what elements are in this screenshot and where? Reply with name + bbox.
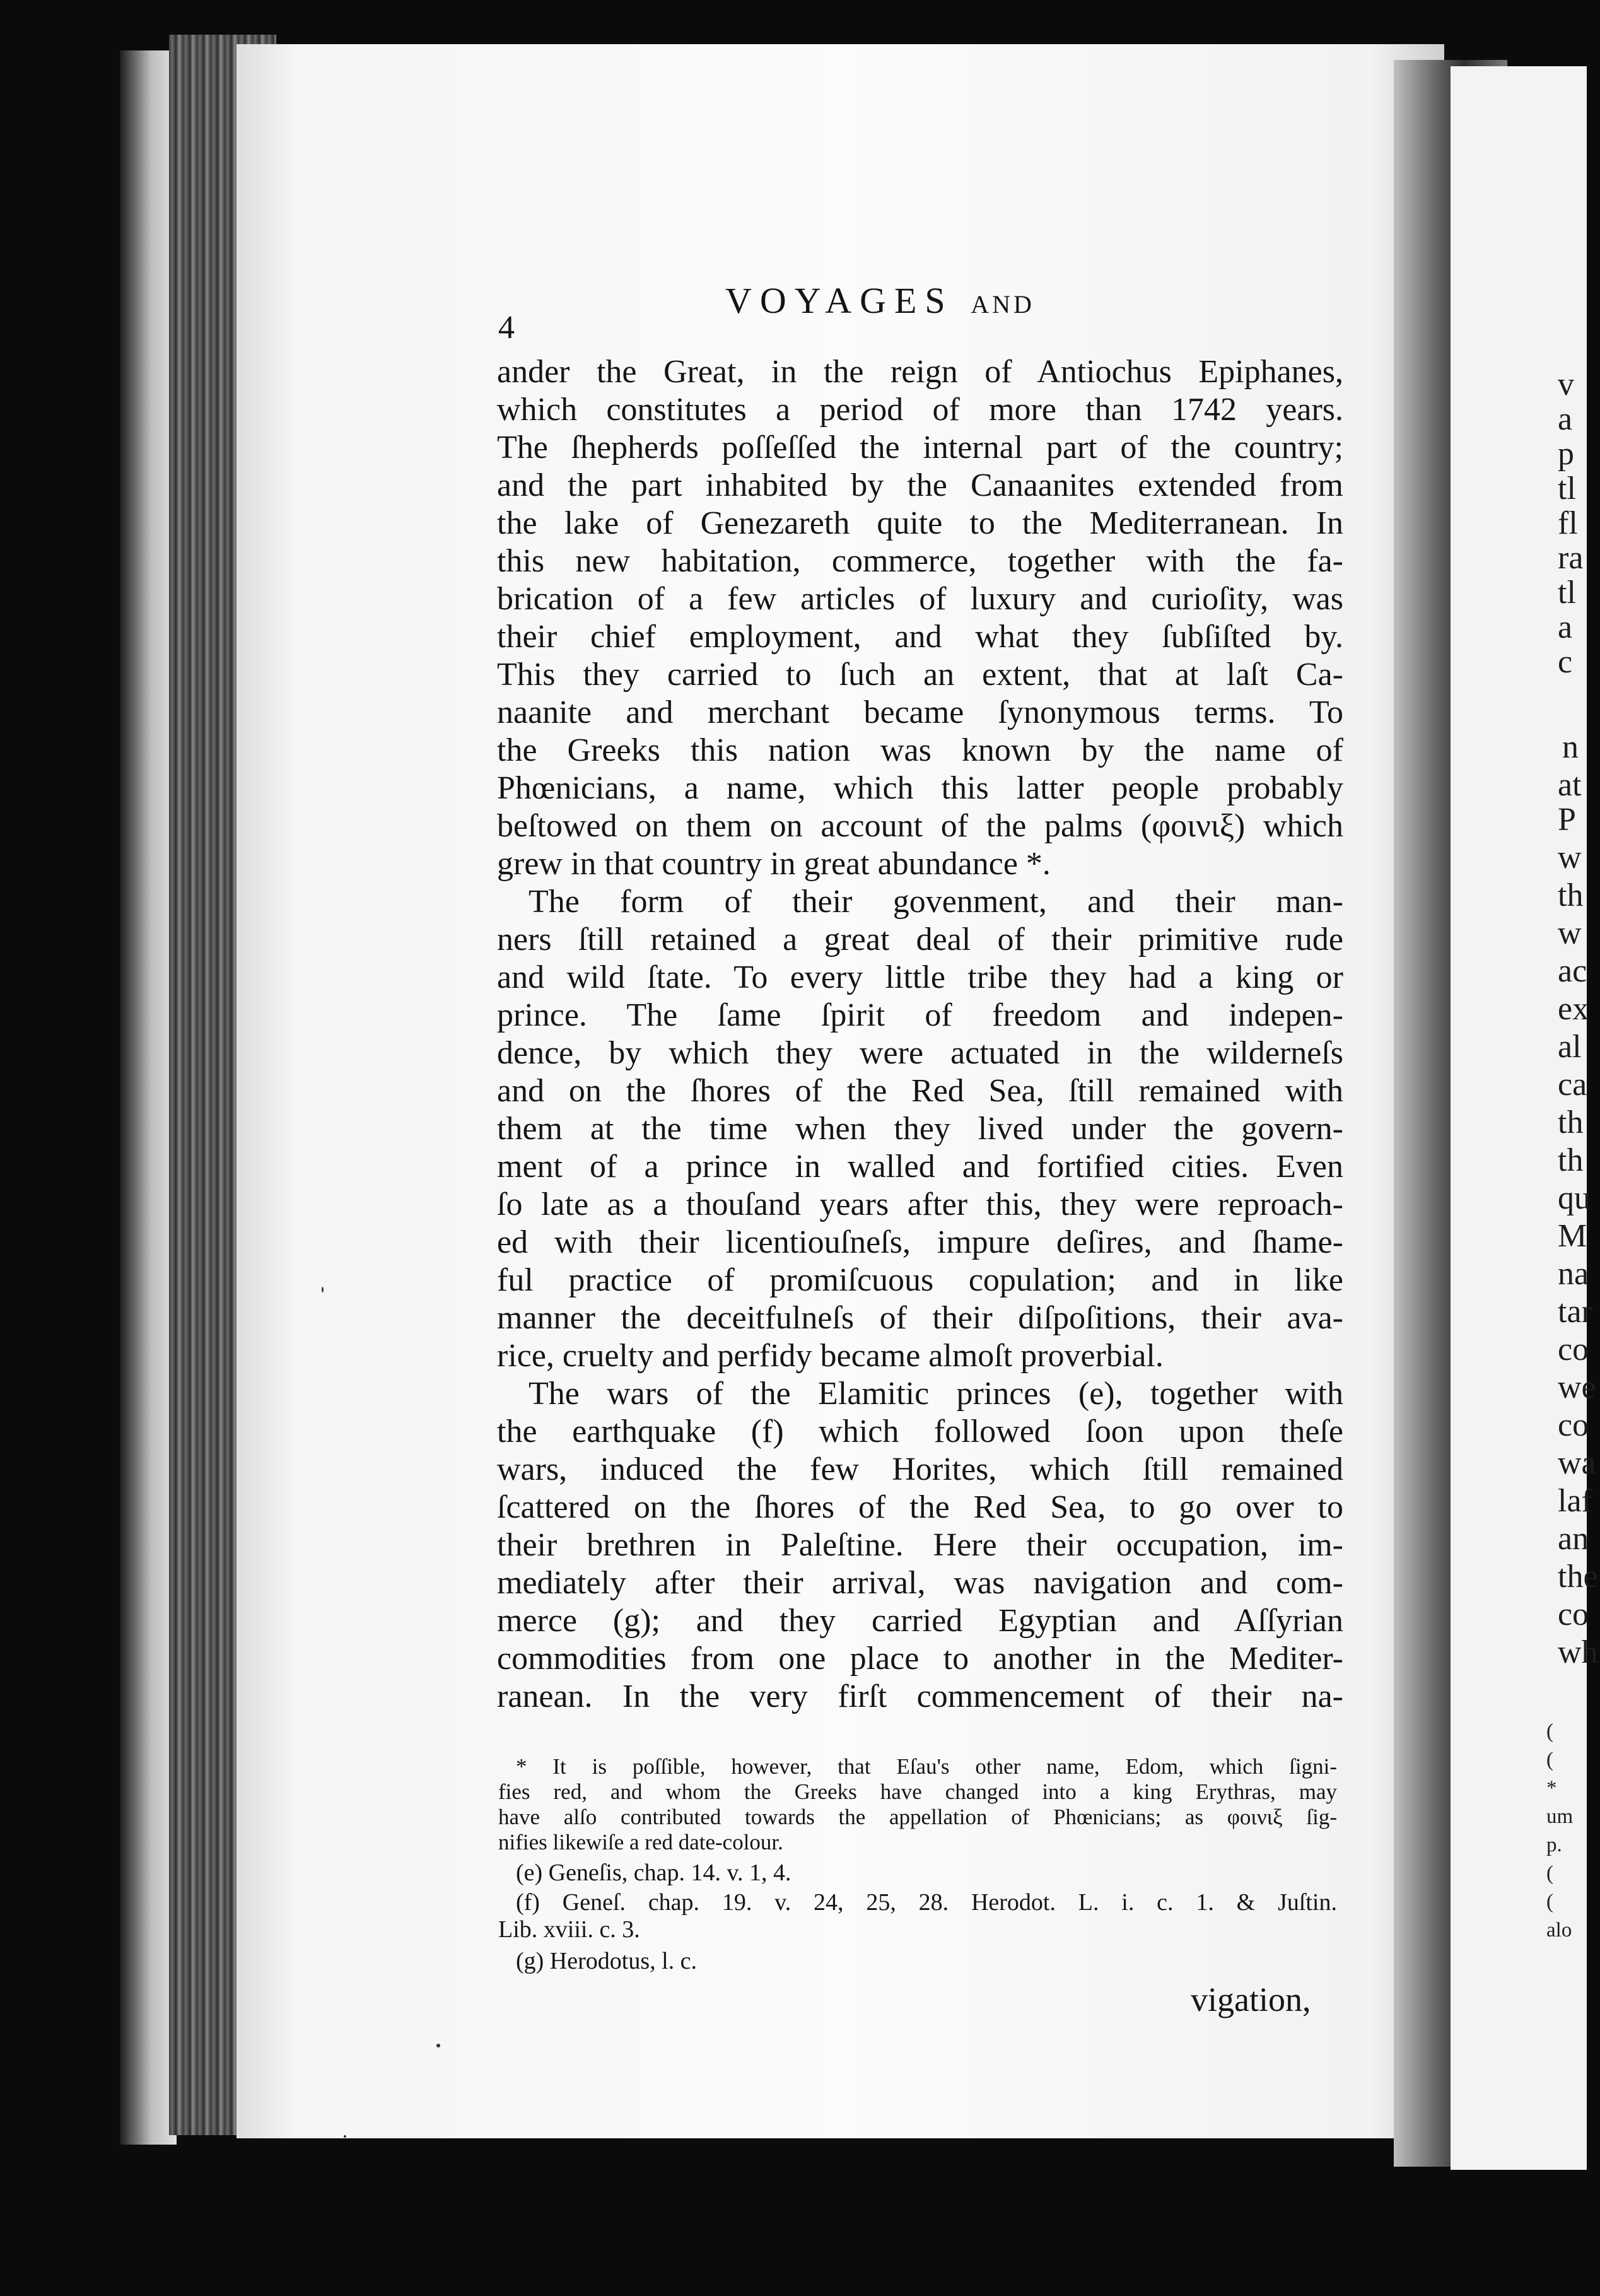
footnote-line: (e) Geneſis, chap. 14. v. 1, 4. (516, 1860, 791, 1886)
facing-page (1451, 66, 1598, 2170)
facing-line-28: co (1558, 1407, 1589, 1443)
book-fore-edge (120, 50, 177, 2145)
text-line: The wars of the Elamitic princes (e), together with (528, 1376, 1343, 1412)
text-line: mediately after their arrival, was navigation and com- (497, 1565, 1343, 1601)
facing-line-8: a (1558, 609, 1573, 645)
page-number: 4 (498, 310, 515, 346)
facing-line-31: an (1558, 1521, 1589, 1557)
facing-line-21: th (1558, 1142, 1584, 1178)
catchword: vigation, (1191, 1981, 1311, 2018)
text-line: prince. The ſame ſpirit of freedom and indepen- (497, 997, 1343, 1033)
facing-line-17: ex (1558, 991, 1589, 1027)
footnote-line: fies red, and whom the Greeks have changed into a king Erythras, may (498, 1779, 1337, 1804)
footnote-line: * It is poſſible, however, that Eſau's other name, Edom, which ſigni- (516, 1754, 1337, 1779)
text-line: ment of a prince in walled and fortified cities. Even (497, 1149, 1343, 1185)
facing-line-27: we (1558, 1369, 1596, 1405)
text-line: and wild ſtate. To every little tribe they had a king or (497, 959, 1343, 995)
facing-note-8: alo (1546, 1919, 1572, 1942)
facing-line-12: P (1558, 802, 1576, 838)
facing-note-3: * (1546, 1777, 1557, 1800)
text-line: ſcattered on the ſhores of the Red Sea, to go over to (497, 1489, 1343, 1525)
text-line: The ſhepherds poſſeſſed the internal part of the country; (497, 430, 1343, 466)
facing-line-20: th (1558, 1104, 1584, 1140)
footnote-line: nifies likewiſe a red date-colour. (498, 1830, 783, 1854)
facing-line-15: w (1558, 915, 1582, 951)
running-head-and: AND (971, 290, 1035, 319)
text-line: rice, cruelty and perfidy became almoſt proverbial. (497, 1338, 1164, 1374)
facing-line-6: ra (1558, 540, 1584, 576)
facing-line-19: ca (1558, 1067, 1587, 1103)
facing-note-7: ( (1546, 1890, 1553, 1913)
footnote-line: have alſo contributed towards the appellation of Phœnicians; as φοινιξ ſig- (498, 1805, 1337, 1829)
facing-line-30: laf (1558, 1483, 1592, 1519)
text-line: the Greeks this nation was known by the name of (497, 732, 1343, 768)
footnote-line: Lib. xviii. c. 3. (498, 1916, 640, 1943)
facing-line-33: co (1558, 1596, 1589, 1632)
facing-line-26: co (1558, 1332, 1589, 1368)
text-line: brication of a few articles of luxury and curioſity, was (497, 581, 1343, 617)
facing-line-23: M (1558, 1218, 1587, 1254)
facing-line-22: qu (1558, 1180, 1591, 1216)
facing-note-2: ( (1546, 1748, 1553, 1771)
text-line: ed with their licentiouſneſs, impure deſires, and ſhame- (497, 1224, 1343, 1260)
text-line: Phœnicians, a name, which this latter people probably (497, 770, 1343, 806)
text-line: manner the deceitfulneſs of their diſpoſitions, their ava- (497, 1300, 1343, 1336)
text-line: the lake of Genezareth quite to the Mediterranean. In (497, 505, 1343, 541)
facing-line-9: c (1558, 644, 1573, 680)
facing-line-14: th (1558, 877, 1584, 913)
text-line: commodities from one place to another in the Mediter- (497, 1641, 1343, 1677)
facing-line-2: a (1558, 401, 1573, 437)
facing-note-4: um (1546, 1805, 1574, 1828)
text-line: beſtowed on them on account of the palms (φοινιξ) which (497, 808, 1343, 844)
facing-note-6: ( (1546, 1862, 1553, 1885)
facing-line-18: al (1558, 1029, 1582, 1065)
text-line: grew in that country in great abundance *. (497, 846, 1051, 882)
footnote-line: (g) Herodotus, l. c. (516, 1948, 698, 1974)
facing-line-25: tar (1558, 1294, 1592, 1330)
text-line: wars, induced the few Horites, which ſtill remained (497, 1451, 1343, 1487)
running-head (725, 279, 1035, 327)
text-line: ſo late as a thouſand years after this, they were reproach- (497, 1186, 1343, 1222)
facing-line-10: n (1562, 729, 1579, 765)
facing-line-3: p (1558, 436, 1574, 472)
facing-line-32: the (1558, 1559, 1598, 1595)
facing-line-5: fl (1558, 505, 1578, 541)
text-line: ander the Great, in the reign of Antiochus Epiphanes, (497, 354, 1343, 390)
text-line: and the part inhabited by the Canaanites extended from (497, 467, 1343, 503)
footnote-line: (f) Geneſ. chap. 19. v. 24, 25, 28. Herodot. L. i. c. 1. & Juſtin. (516, 1889, 1337, 1916)
text-line: dence, by which they were actuated in the wilderneſs (497, 1035, 1343, 1071)
facing-line-34: wh (1558, 1634, 1598, 1670)
text-line: naanite and merchant became ſynonymous terms. To (497, 694, 1343, 730)
facing-line-29: wa (1558, 1445, 1596, 1481)
paper-speck (436, 2044, 440, 2047)
text-line: the earthquake (f) which followed ſoon upon theſe (497, 1414, 1343, 1450)
text-line: ners ſtill retained a great deal of their primitive rude (497, 922, 1343, 958)
facing-line-7: tl (1558, 575, 1576, 611)
text-line: which constitutes a period of more than 1742 years. (497, 392, 1343, 428)
text-line: This they carried to ſuch an extent, that at laſt Ca- (497, 657, 1343, 693)
facing-note-1: ( (1546, 1720, 1553, 1743)
facing-line-24: na (1558, 1256, 1589, 1292)
running-head-title: VOYAGES (725, 280, 954, 321)
facing-note-5: p. (1546, 1834, 1562, 1856)
text-line: their chief employment, and what they ſubſiſted by. (497, 619, 1343, 655)
facing-line-13: w (1558, 840, 1582, 876)
paper-speck (322, 1287, 324, 1292)
text-line: ranean. In the very firſt commencement of their na- (497, 1678, 1343, 1714)
facing-line-4: tl (1558, 471, 1576, 507)
text-line: merce (g); and they carried Egyptian and Aſſyrian (497, 1603, 1343, 1639)
text-line: The form of their govenment, and their man- (528, 884, 1343, 920)
facing-line-11: at (1558, 767, 1582, 803)
text-line: their brethren in Paleſtine. Here their occupation, im- (497, 1527, 1343, 1563)
text-line: them at the time when they lived under the govern- (497, 1111, 1343, 1147)
text-line: this new habitation, commerce, together with the fa- (497, 543, 1343, 579)
paper-speck (344, 2135, 346, 2138)
facing-line-16: ac (1558, 953, 1587, 989)
facing-line-1: v (1558, 366, 1574, 402)
text-line: and on the ſhores of the Red Sea, ſtill remained with (497, 1073, 1343, 1109)
text-line: ful practice of promiſcuous copulation; and in like (497, 1262, 1343, 1298)
